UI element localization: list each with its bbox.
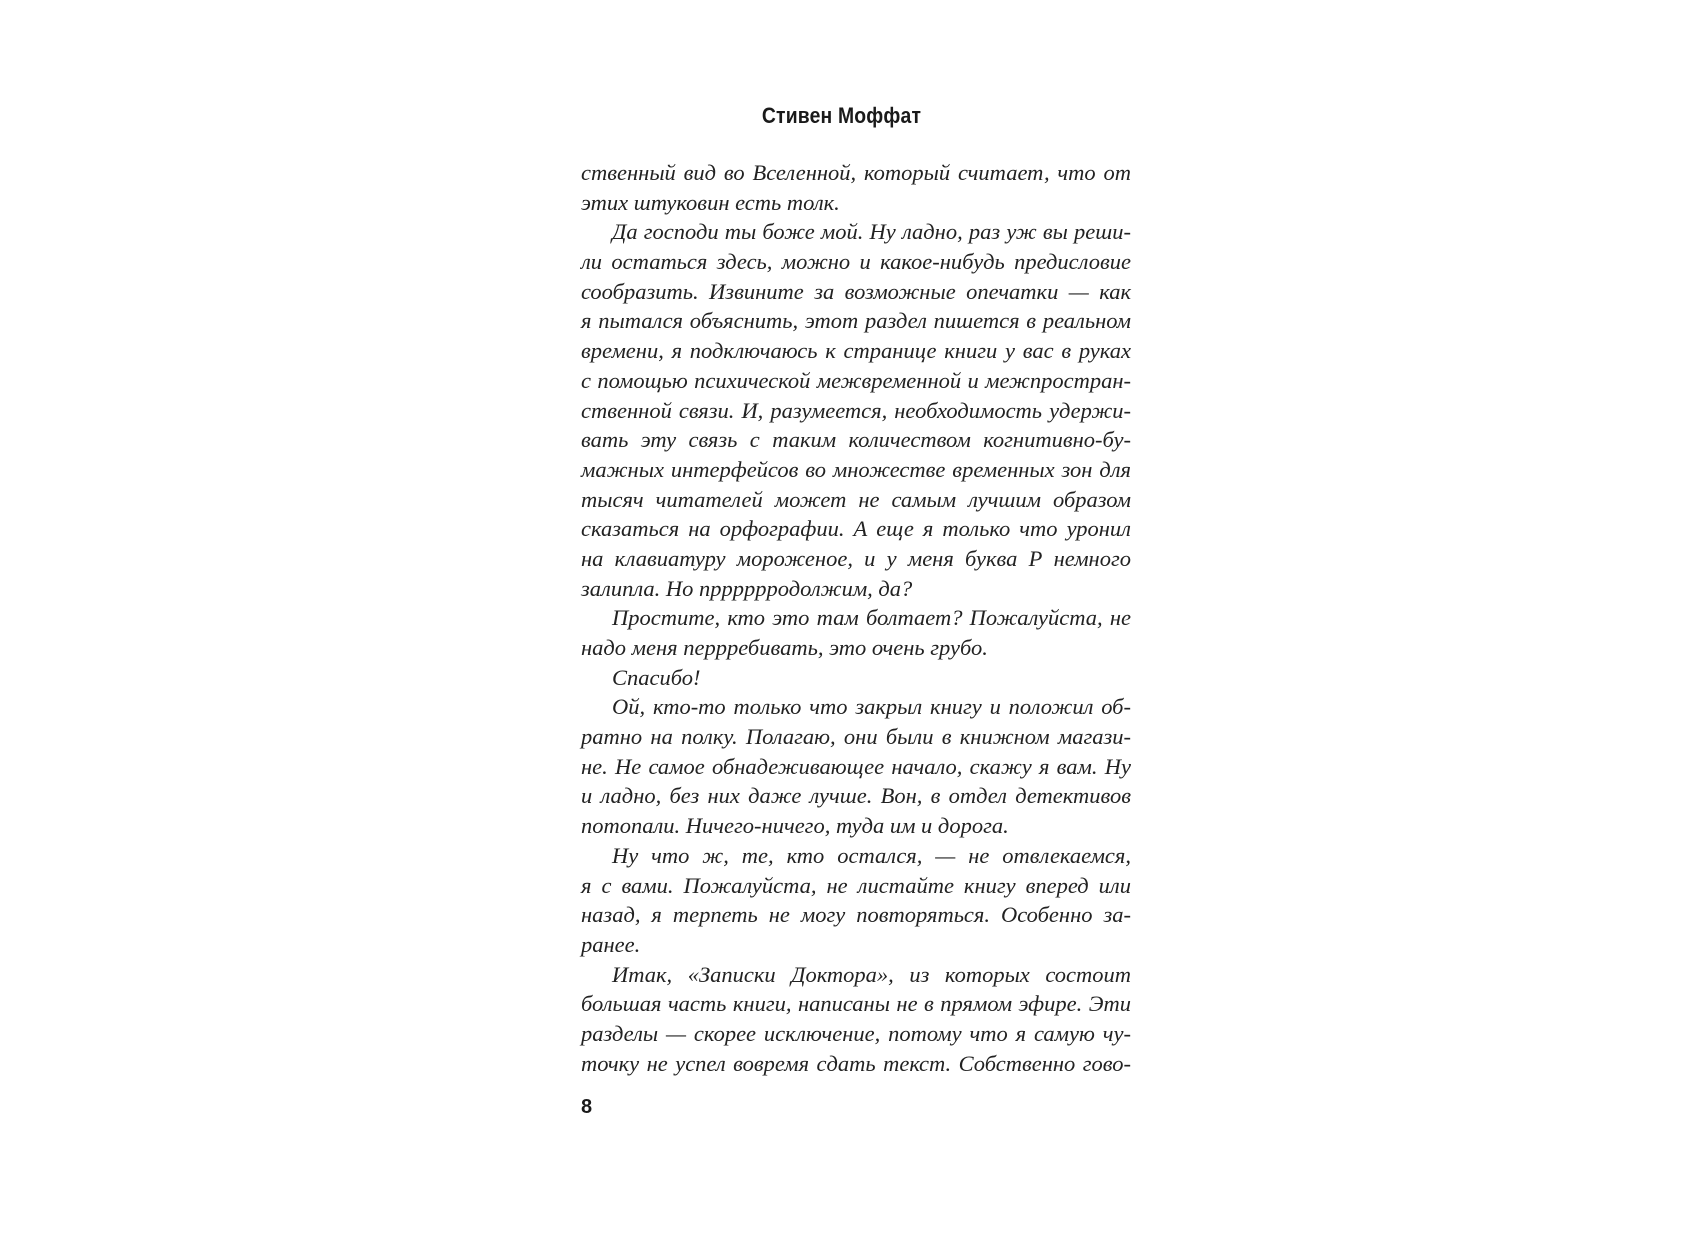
text-line: точку не успел вовремя сдать текст. Собственно гово- <box>581 1050 1131 1076</box>
page-number: 8 <box>581 1096 593 1118</box>
text-line: на клавиатуру мороженое, и у меня буква Р немного <box>581 545 1131 571</box>
text-line: с помощью психической межвременной и межпростран- <box>581 367 1131 393</box>
text-line: ственной связи. И, разумеется, необходимость удержи- <box>581 397 1131 423</box>
text-line: Итак, «Записки Доктора», из которых состоит <box>612 961 1131 987</box>
text-line: не. Не самое обнадеживающее начало, скажу я вам. Ну <box>581 753 1131 779</box>
text-line: ли остаться здесь, можно и какое-нибудь предисловие <box>581 249 1131 275</box>
text-line: залипла. Но прррррродолжим, да? <box>581 575 913 601</box>
text-line: времени, я подключаюсь к странице книги у вас в руках <box>581 338 1131 364</box>
text-line: сообразить. Извините за возможные опечатки — как <box>581 278 1131 304</box>
text-line: вать эту связь с таким количеством когнитивно-бу- <box>581 427 1131 453</box>
text-line: ственный вид во Вселенной, который считает, что от <box>581 160 1131 185</box>
body-text <box>581 158 1131 1078</box>
text-line: назад, я терпеть не могу повторяться. Особенно за- <box>581 902 1131 928</box>
text-line: ранее. <box>581 931 641 957</box>
text-line: и ладно, без них даже лучше. Вон, в отдел детективов <box>581 783 1131 809</box>
text-line: этих штуковин есть толк. <box>581 189 840 215</box>
text-line: Да господи ты боже мой. Ну ладно, раз уж вы реши- <box>612 219 1131 245</box>
text-line: Спасибо! <box>612 664 701 690</box>
text-line: я с вами. Пожалуйста, не листайте книгу вперед или <box>581 872 1131 898</box>
text-line: мажных интерфейсов во множестве временных зон для <box>581 456 1131 482</box>
text-line: Ну что ж, те, кто остался, — не отвлекаемся, <box>612 842 1131 868</box>
text-line: тысяч читателей может не самым лучшим образом <box>581 486 1131 512</box>
text-line: разделы — скорее исключение, потому что я самую чу- <box>581 1020 1131 1046</box>
text-line: Ой, кто-то только что закрыл книгу и положил об- <box>612 694 1131 720</box>
text-line: потопали. Ничего-ничего, туда им и дорога. <box>581 813 1009 839</box>
text-line: большая часть книги, написаны не в прямом эфире. Эти <box>581 991 1131 1017</box>
running-header-author: Стивен Моффат <box>761 103 922 128</box>
text-line: надо меня перрребивать, это очень грубо. <box>581 635 988 660</box>
text-line: Простите, кто это там болтает? Пожалуйста, не <box>612 605 1131 631</box>
text-line: я пытался объяснить, этот раздел пишется в реальном <box>581 308 1131 334</box>
text-line: ратно на полку. Полагаю, они были в книжном магази- <box>581 724 1131 750</box>
text-line: сказаться на орфографии. А еще я только что уронил <box>581 516 1131 542</box>
